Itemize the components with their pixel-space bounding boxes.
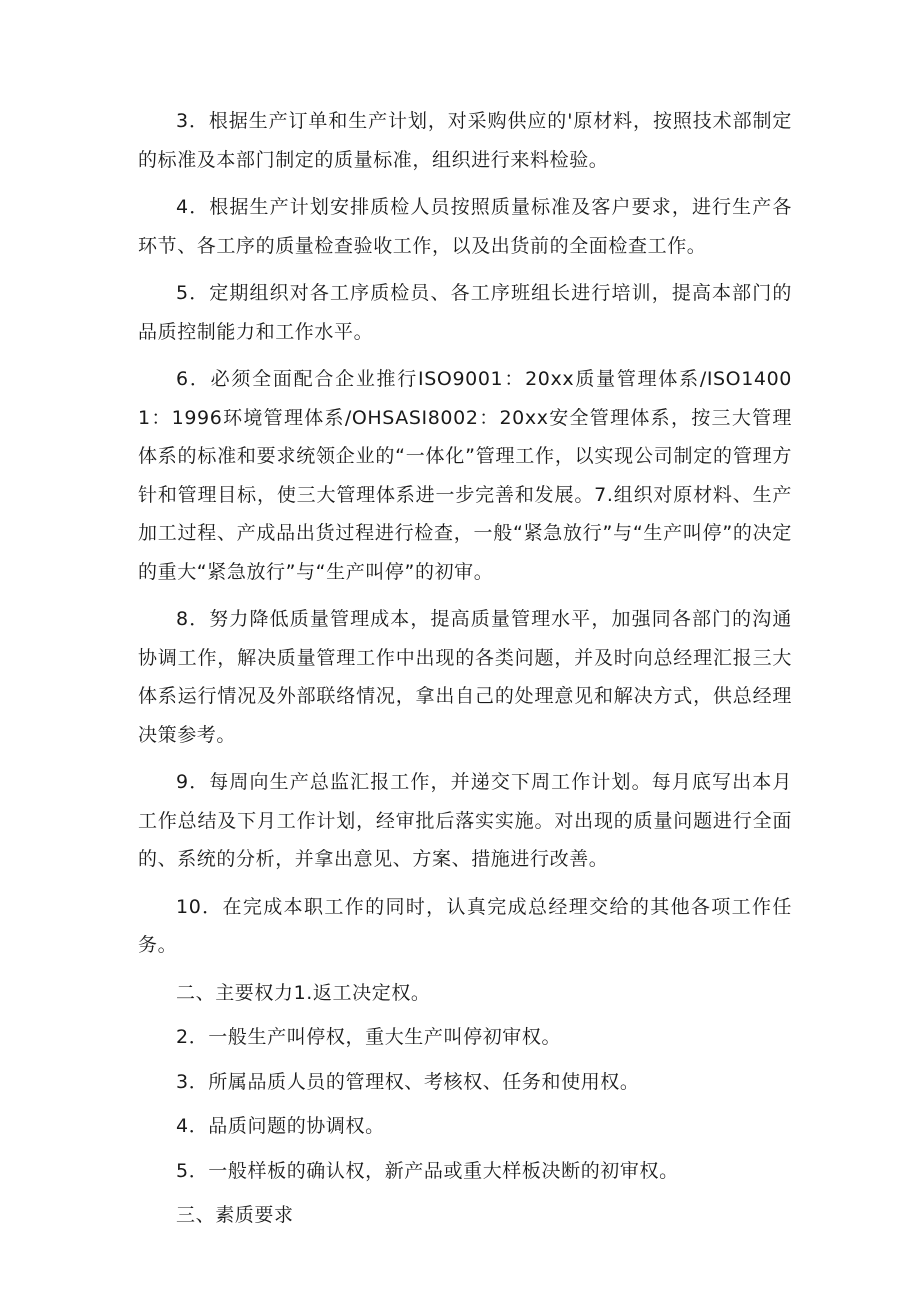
power-item-4: 4．品质问题的协调权。 xyxy=(176,1115,385,1137)
paragraph-item-4-process-inspection: 4．根据生产计划安排质检人员按照质量标准及客户要求，进行生产各环节、各工序的质量检查验收工作，以及出货前的全面检查工作。 xyxy=(138,196,792,257)
document-body xyxy=(138,102,792,1241)
paragraph-item-10-other-tasks: 10．在完成本职工作的同时，认真完成总经理交给的其他各项工作任务。 xyxy=(138,895,792,956)
section-heading-quality-requirements: 三、素质要求 xyxy=(176,1204,294,1226)
power-item-3: 3．所属品质人员的管理权、考核权、任务和使用权。 xyxy=(176,1070,640,1093)
paragraph-item-9-reporting: 9．每周向生产总监汇报工作，并递交下周工作计划。每月底写出本月工作总结及下月工作计划，经审批后落实实施。对出现的质量问题进行全面的、系统的分析，并拿出意见、方案、措施进行改善。 xyxy=(138,771,792,870)
paragraph-item-3-incoming-inspection: 3．根据生产订单和生产计划，对采购供应的'原材料，按照技术部制定的标准及本部门制定的质量标准，组织进行来料检验。 xyxy=(138,110,792,171)
paragraph-item-5-training: 5．定期组织对各工序质检员、各工序班组长进行培训，提高本部门的品质控制能力和工作水平。 xyxy=(138,282,792,343)
power-item-5: 5．一般样板的确认权，新产品或重大样板决断的初审权。 xyxy=(176,1159,679,1182)
paragraph-item-6-management-systems: 6．必须全面配合企业推行ISO9001：20xx质量管理体系/ISO14001：1996环境管理体系/OHSASI8002：20xx安全管理体系，按三大管理体系的标准和要求统领企业的“一体化”管理工作，以实现公司制定的管理方针和管理目标，使三大管理体系进一步完善和发展。7.组织对原材料、生产加工过程、产成品出货过程进行检查，一般“紧急放行”与“生产叫停”的决定的重大“紧急放行”与“生产叫停”的初审。 xyxy=(138,368,792,583)
paragraph-item-8-quality-cost: 8．努力降低质量管理成本，提高质量管理水平，加强同各部门的沟通协调工作，解决质量管理工作中出现的各类问题，并及时向总经理汇报三大体系运行情况及外部联络情况，拿出自己的处理意见和解决方式，供总经理决策参考。 xyxy=(138,608,792,746)
power-item-2: 2．一般生产叫停权，重大生产叫停初审权。 xyxy=(176,1026,562,1048)
section-heading-main-powers: 二、主要权力1.返工决定权。 xyxy=(176,981,431,1004)
